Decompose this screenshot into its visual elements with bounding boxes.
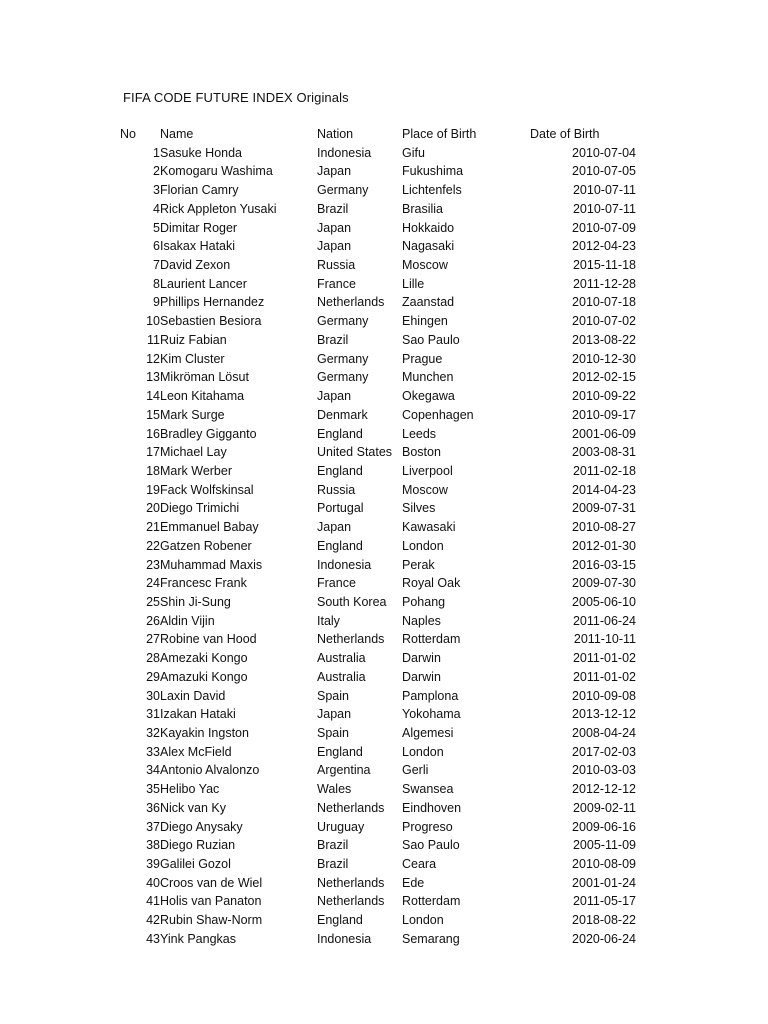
cell-date-of-birth: 2010-07-05 (572, 164, 636, 179)
cell-nation: Japan (317, 164, 352, 179)
cell-no: 34 (146, 763, 160, 778)
cell-no: 7 (153, 258, 160, 273)
cell-no: 41 (146, 894, 160, 909)
cell-no: 30 (146, 688, 160, 703)
cell-no: 37 (146, 819, 160, 834)
table-row (120, 499, 636, 518)
cell-date-of-birth: 2010-07-09 (572, 220, 636, 235)
table-row (120, 331, 636, 350)
cell-nation: Netherlands (317, 632, 385, 647)
cell-nation: England (317, 463, 363, 478)
table-row (120, 818, 636, 837)
cell-nation: Japan (317, 520, 352, 535)
table-row (120, 593, 636, 612)
cell-no: 22 (146, 538, 160, 553)
cell-date-of-birth: 2013-08-22 (572, 332, 636, 347)
cell-place-of-birth: London (402, 744, 444, 759)
cell-name: Michael Lay (160, 445, 227, 460)
cell-date-of-birth: 2001-06-09 (572, 426, 636, 441)
cell-date-of-birth: 2011-05-17 (572, 894, 636, 909)
table-row (120, 874, 636, 893)
cell-date-of-birth: 2010-07-18 (572, 295, 636, 310)
cell-no: 31 (146, 707, 160, 722)
cell-place-of-birth: Liverpool (402, 463, 453, 478)
cell-name: Muhammad Maxis (160, 557, 263, 572)
cell-no: 6 (153, 239, 160, 254)
cell-place-of-birth: Boston (402, 445, 441, 460)
cell-name: Alex McField (160, 744, 232, 759)
cell-date-of-birth: 2012-12-12 (572, 782, 636, 797)
cell-date-of-birth: 2012-01-30 (572, 538, 636, 553)
cell-name: Helibo Yac (160, 782, 220, 797)
table-row (120, 537, 636, 556)
table-body (120, 144, 636, 949)
cell-no: 9 (153, 295, 160, 310)
cell-date-of-birth: 2009-02-11 (572, 800, 636, 815)
cell-place-of-birth: Perak (402, 557, 435, 572)
cell-place-of-birth: Gerli (402, 763, 429, 778)
cell-name: Leon Kitahama (160, 389, 245, 404)
cell-date-of-birth: 2005-06-10 (572, 594, 636, 609)
table-row (120, 219, 636, 238)
cell-name: Nick van Ky (160, 800, 226, 815)
cell-nation: Indonesia (317, 931, 372, 946)
cell-no: 27 (146, 632, 160, 647)
cell-no: 23 (146, 557, 160, 572)
cell-name: Isakax Hataki (160, 239, 236, 254)
cell-place-of-birth: Yokohama (402, 707, 461, 722)
cell-nation: Australia (317, 651, 366, 666)
cell-name: Kayakin Ingston (160, 726, 249, 740)
cell-nation: England (317, 913, 363, 928)
table-row (120, 930, 636, 949)
cell-no: 35 (146, 782, 160, 797)
cell-name: Kim Cluster (160, 351, 225, 366)
cell-place-of-birth: Leeds (402, 426, 437, 441)
cell-nation: Japan (317, 239, 352, 254)
cell-date-of-birth: 2010-07-04 (572, 145, 636, 160)
cell-no: 5 (153, 220, 160, 235)
cell-nation: Italy (317, 613, 340, 628)
cell-nation: Uruguay (317, 819, 365, 834)
table-row (120, 649, 636, 668)
cell-nation: Wales (317, 782, 352, 797)
cell-place-of-birth: Kawasaki (402, 520, 456, 535)
cell-no: 42 (146, 913, 160, 928)
cell-date-of-birth: 2011-12-28 (572, 276, 636, 291)
cell-name: Fack Wolfskinsal (160, 482, 254, 497)
table-row (120, 855, 636, 874)
cell-name: Yink Pangkas (160, 931, 236, 946)
cell-date-of-birth: 2010-12-30 (572, 351, 636, 366)
cell-nation: Brazil (317, 838, 349, 853)
table-row (120, 275, 636, 294)
table-row (120, 181, 636, 200)
cell-name: Shin Ji-Sung (160, 594, 231, 609)
table-row (120, 911, 636, 930)
cell-place-of-birth: Munchen (402, 370, 454, 385)
cell-name: Gatzen Robener (160, 538, 252, 553)
cell-date-of-birth: 2010-09-17 (572, 407, 636, 422)
cell-no: 14 (146, 389, 160, 404)
cell-date-of-birth: 2011-01-02 (572, 669, 636, 684)
table-row (120, 630, 636, 649)
cell-date-of-birth: 2010-09-22 (572, 389, 636, 404)
cell-name: Robine van Hood (160, 632, 257, 647)
cell-date-of-birth: 2005-11-09 (572, 838, 636, 853)
cell-date-of-birth: 2009-06-16 (572, 819, 636, 834)
cell-name: Komogaru Washima (160, 164, 273, 179)
cell-place-of-birth: Ceara (402, 857, 437, 872)
cell-date-of-birth: 2009-07-30 (572, 576, 636, 591)
cell-date-of-birth: 2017-02-03 (572, 744, 636, 759)
cell-place-of-birth: London (402, 913, 444, 928)
cell-name: Diego Trimichi (160, 501, 240, 516)
cell-no: 12 (146, 351, 160, 366)
cell-date-of-birth: 2010-07-11 (572, 183, 636, 198)
cell-place-of-birth: Hokkaido (402, 220, 455, 235)
header-nation: Nation (317, 127, 354, 141)
cell-nation: Germany (317, 370, 369, 385)
cell-nation: Germany (317, 183, 369, 198)
cell-nation: United States (317, 445, 393, 460)
cell-nation: Netherlands (317, 800, 385, 815)
cell-place-of-birth: Fukushima (402, 164, 464, 179)
cell-name: Emmanuel Babay (160, 520, 259, 535)
cell-no: 11 (147, 332, 160, 347)
cell-no: 28 (146, 651, 160, 666)
cell-date-of-birth: 2001-01-24 (572, 875, 636, 890)
cell-place-of-birth: Brasilia (402, 201, 443, 216)
cell-no: 10 (146, 314, 160, 329)
table-row (120, 425, 636, 444)
cell-place-of-birth: Royal Oak (402, 576, 461, 591)
cell-place-of-birth: Eindhoven (402, 800, 462, 815)
cell-date-of-birth: 2015-11-18 (572, 258, 636, 273)
cell-nation: Germany (317, 351, 369, 366)
cell-name: Phillips Hernandez (160, 295, 265, 310)
cell-place-of-birth: Ede (402, 875, 425, 890)
cell-no: 43 (146, 931, 160, 946)
cell-date-of-birth: 2010-07-02 (572, 314, 636, 329)
cell-date-of-birth: 2009-07-31 (572, 501, 636, 516)
cell-date-of-birth: 2010-03-03 (572, 763, 636, 778)
cell-nation: Japan (317, 389, 352, 404)
cell-name: Dimitar Roger (160, 220, 238, 235)
cell-place-of-birth: Rotterdam (402, 632, 461, 647)
table-row (120, 612, 636, 631)
cell-place-of-birth: Lille (402, 276, 425, 291)
cell-name: Amezaki Kongo (160, 651, 248, 666)
table-row (120, 312, 636, 331)
header-name: Name (160, 127, 194, 141)
cell-name: Holis van Panaton (160, 894, 262, 909)
table-row (120, 799, 636, 818)
cell-place-of-birth: Sao Paulo (402, 332, 460, 347)
cell-no: 3 (153, 183, 160, 198)
table-row (120, 780, 636, 799)
cell-no: 20 (146, 501, 160, 516)
cell-no: 36 (146, 800, 160, 815)
cell-no: 25 (146, 594, 160, 609)
cell-place-of-birth: Copenhagen (402, 407, 474, 422)
cell-name: Laxin David (160, 688, 226, 703)
cell-nation: Netherlands (317, 295, 385, 310)
cell-nation: South Korea (317, 594, 387, 609)
cell-no: 16 (146, 426, 160, 441)
cell-name: Mark Surge (160, 407, 225, 422)
cell-name: Galilei Gozol (160, 857, 231, 872)
cell-nation: France (317, 576, 356, 591)
cell-place-of-birth: Moscow (402, 482, 448, 497)
cell-place-of-birth: Moscow (402, 258, 448, 273)
cell-place-of-birth: London (402, 538, 444, 553)
header-row (120, 125, 636, 144)
table-row (120, 200, 636, 219)
table-row (120, 518, 636, 537)
cell-place-of-birth: Ehingen (402, 314, 448, 329)
cell-name: Mark Werber (160, 463, 233, 478)
cell-no: 38 (146, 838, 160, 853)
cell-place-of-birth: Darwin (402, 669, 441, 684)
cell-date-of-birth: 2013-12-12 (572, 707, 636, 722)
cell-no: 32 (146, 726, 160, 740)
cell-place-of-birth: Nagasaki (402, 239, 455, 254)
cell-no: 15 (146, 407, 160, 422)
cell-no: 1 (153, 145, 160, 160)
cell-place-of-birth: Pamplona (402, 688, 459, 703)
cell-nation: Netherlands (317, 875, 385, 890)
cell-name: Laurient Lancer (160, 276, 247, 291)
cell-nation: England (317, 538, 363, 553)
cell-nation: Japan (317, 220, 352, 235)
cell-place-of-birth: Okegawa (402, 389, 455, 404)
cell-nation: Indonesia (317, 145, 372, 160)
header-no: No (120, 127, 136, 141)
cell-place-of-birth: Gifu (402, 145, 425, 160)
cell-place-of-birth: Swansea (402, 782, 454, 797)
cell-nation: England (317, 744, 363, 759)
cell-no: 18 (146, 463, 160, 478)
cell-date-of-birth: 2011-01-02 (572, 651, 636, 666)
cell-place-of-birth: Progreso (402, 819, 453, 834)
header-date-of-birth: Date of Birth (530, 127, 600, 141)
cell-date-of-birth: 2010-08-27 (572, 520, 636, 535)
cell-no: 33 (146, 744, 160, 759)
cell-date-of-birth: 2010-07-11 (572, 201, 636, 216)
table-row (120, 368, 636, 387)
cell-place-of-birth: Naples (402, 613, 441, 628)
cell-place-of-birth: Zaanstad (402, 295, 455, 310)
cell-date-of-birth: 2011-10-11 (573, 632, 636, 647)
cell-no: 2 (153, 164, 160, 179)
cell-no: 24 (146, 576, 160, 591)
cell-place-of-birth: Semarang (402, 931, 460, 946)
cell-place-of-birth: Sao Paulo (402, 838, 460, 853)
cell-no: 13 (146, 370, 160, 385)
cell-no: 21 (146, 520, 160, 535)
cell-name: Ruiz Fabian (160, 332, 227, 347)
cell-date-of-birth: 2020-06-24 (572, 931, 636, 946)
cell-date-of-birth: 2012-02-15 (572, 370, 636, 385)
table-row (120, 892, 636, 911)
cell-name: Sebastien Besiora (160, 314, 262, 329)
table-row (120, 481, 636, 500)
table-row (120, 574, 636, 593)
cell-date-of-birth: 2011-06-24 (572, 613, 636, 628)
cell-place-of-birth: Rotterdam (402, 894, 461, 909)
cell-date-of-birth: 2014-04-23 (572, 482, 636, 497)
table-row (120, 443, 636, 462)
table-row (120, 162, 636, 181)
cell-no: 8 (153, 276, 160, 291)
table-row (120, 705, 636, 724)
table-row (120, 144, 636, 163)
cell-name: Francesc Frank (160, 576, 247, 591)
table-row (120, 462, 636, 481)
cell-nation: Spain (317, 688, 349, 703)
cell-name: Sasuke Honda (160, 145, 243, 160)
cell-nation: France (317, 276, 356, 291)
cell-place-of-birth: Silves (402, 501, 436, 516)
cell-nation: Portugal (317, 501, 364, 516)
cell-name: Aldin Vijin (160, 613, 215, 628)
document-title: FIFA CODE FUTURE INDEX Originals (123, 90, 349, 105)
cell-name: Antonio Alvalonzo (160, 763, 260, 778)
cell-nation: Argentina (317, 763, 371, 778)
header-place-of-birth: Place of Birth (402, 127, 477, 141)
cell-nation: Japan (317, 707, 352, 722)
cell-no: 17 (146, 445, 160, 460)
table-row (120, 387, 636, 406)
table-row (120, 687, 636, 706)
table-row (120, 256, 636, 275)
table-row (120, 406, 636, 425)
cell-name: Diego Anysaky (160, 819, 243, 834)
table-header (120, 125, 636, 144)
table-row (120, 724, 636, 743)
cell-nation: Brazil (317, 201, 349, 216)
table-row (120, 350, 636, 369)
cell-name: Izakan Hataki (160, 707, 236, 722)
cell-place-of-birth: Darwin (402, 651, 441, 666)
cell-name: Croos van de Wiel (160, 875, 263, 890)
table-row (120, 293, 636, 312)
cell-name: Florian Camry (160, 183, 239, 198)
cell-date-of-birth: 2018-08-22 (572, 913, 636, 928)
cell-no: 39 (146, 857, 160, 872)
cell-date-of-birth: 2012-04-23 (572, 239, 636, 254)
cell-no: 26 (146, 613, 160, 628)
cell-nation: Denmark (317, 407, 368, 422)
cell-date-of-birth: 2010-09-08 (572, 688, 636, 703)
cell-name: Rubin Shaw-Norm (160, 913, 263, 928)
table-row (120, 556, 636, 575)
cell-nation: Brazil (317, 332, 349, 347)
cell-nation: Netherlands (317, 894, 385, 909)
cell-date-of-birth: 2016-03-15 (572, 557, 636, 572)
cell-date-of-birth: 2011-02-18 (572, 463, 636, 478)
cell-nation: Spain (317, 726, 349, 740)
table-row (120, 237, 636, 256)
cell-no: 4 (153, 201, 160, 216)
cell-nation: Russia (317, 482, 356, 497)
cell-name: Rick Appleton Yusaki (160, 201, 277, 216)
cell-nation: Russia (317, 258, 356, 273)
cell-no: 29 (146, 669, 160, 684)
cell-no: 19 (146, 482, 160, 497)
cell-place-of-birth: Prague (402, 351, 443, 366)
cell-name: Amazuki Kongo (160, 669, 248, 684)
table-row (120, 836, 636, 855)
cell-name: Mikröman Lösut (160, 370, 249, 385)
cell-nation: Germany (317, 314, 369, 329)
cell-place-of-birth: Algemesi (402, 726, 454, 740)
cell-date-of-birth: 2010-08-09 (572, 857, 636, 872)
cell-date-of-birth: 2003-08-31 (572, 445, 636, 460)
cell-nation: Indonesia (317, 557, 372, 572)
table-row (120, 668, 636, 687)
cell-name: Diego Ruzian (160, 838, 236, 853)
cell-place-of-birth: Lichtenfels (402, 183, 462, 198)
cell-nation: Brazil (317, 857, 349, 872)
cell-name: David Zexon (160, 258, 231, 273)
cell-nation: Australia (317, 669, 366, 684)
cell-date-of-birth: 2008-04-24 (572, 726, 636, 740)
table-row (120, 743, 636, 762)
table-row (120, 761, 636, 780)
cell-name: Bradley Gigganto (160, 426, 257, 441)
players-table (120, 125, 636, 949)
cell-no: 40 (146, 875, 160, 890)
cell-nation: England (317, 426, 363, 441)
cell-place-of-birth: Pohang (402, 594, 446, 609)
